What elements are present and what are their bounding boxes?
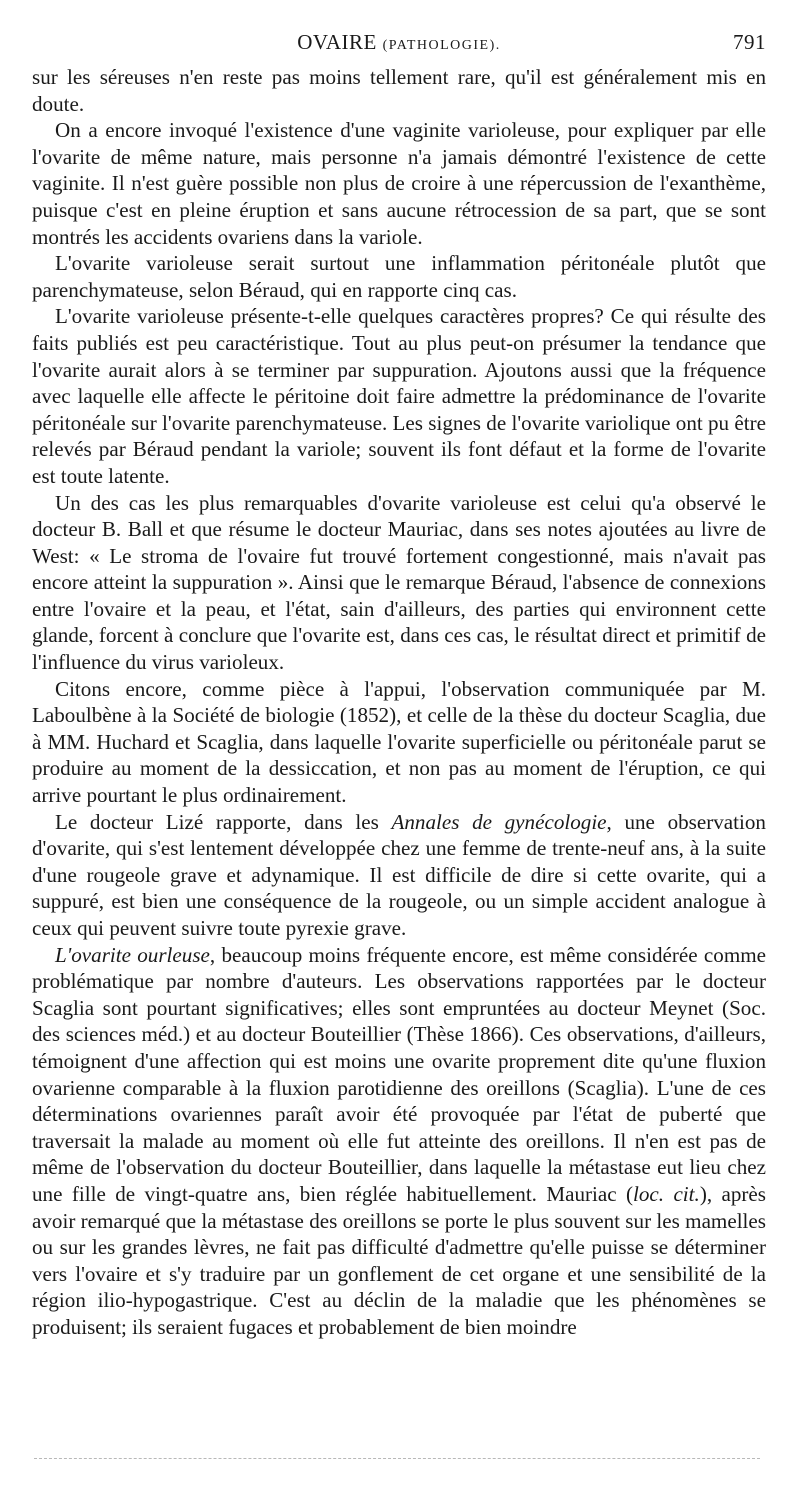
ovarite-ourleuse-term: L'ovarite ourleuse xyxy=(55,942,210,967)
loc-cit-reference: loc. cit. xyxy=(633,1181,700,1206)
running-title-sub: (PATHOLOGIE). xyxy=(382,38,501,53)
paragraph-7-rest: , une observation d'ovarite, qui s'est lentement développée chez une femme de trente-neuf ans, à la suite d'une rougeole grave et adynamique. Il est difficile de dire si cette ovarite, qui a suppuré, est bien une conséquence de la rougeole, ou un simple accident analogue à ceux qui peuvent suivre toute pyrexie grave. xyxy=(32,809,766,940)
running-title xyxy=(32,30,766,55)
paragraph-3: L'ovarite varioleuse serait surtout une inflammation péritonéale plutôt que parenchymateuse, selon Béraud, qui en rapporte cinq cas. xyxy=(32,251,766,302)
journal-title: Annales de gynécologie xyxy=(391,809,607,834)
paragraph-8-part-2: ), après avoir remarqué que la métastase des oreillons se porte le plus souvent sur les mamelles ou sur les grandes lèvres, ne fait pas difficulté d'admettre qu'elle puisse se déterminer vers l'ovaire et s'y traduire par un gonflement de cet organe et une sensibilité de la région ilio-hypogastrique. C'est au déclin de la maladie que les phénomènes se produisent; ils seraient fugaces et probablement de bien moindre xyxy=(32,1181,766,1339)
running-title-main: OVAIRE xyxy=(297,30,377,54)
paragraph-6: Citons encore, comme pièce à l'appui, l'observation communiquée par M. Laboulbène à la Société de biologie (1852), et celle de la thèse du docteur Scaglia, due à MM. Huchard et Scaglia, dans laquelle l'ovarite superficielle ou péritonéale parut se produire au moment de la dessiccation, et non pas au moment de l'éruption, ce qui arrive pourtant le plus ordinairement. xyxy=(32,676,766,808)
paragraph-5: Un des cas les plus remarquables d'ovarite varioleuse est celui qu'a observé le docteur B. Ball et que résume le docteur Mauriac, dans ses notes ajoutées au livre de West: « Le stroma de l'ovaire fut trouvé fortement congestionné, mais n'avait pas encore atteint la suppuration ». Ainsi que le remarque Béraud, l'absence de connexions entre l'ovaire et la peau, et l'état, sain d'ailleurs, des parties qui environnent cette glande, forcent à conclure que l'ovarite est, dans ces cas, le résultat direct et primitif de l'influence du virus varioleux. xyxy=(32,490,766,675)
running-header xyxy=(32,30,766,58)
page-number: 791 xyxy=(733,30,766,54)
paragraph-2: On a encore invoqué l'existence d'une vaginite varioleuse, pour expliquer par elle l'ovarite de même nature, mais personne n'a jamais démontré l'existence de cette vaginite. Il n'est guère possible non plus de croire à une répercussion de l'exanthème, puisque c'est en pleine éruption et sans aucune rétrocession de sa part, que se sont montrés les accidents ovariens dans la variole. xyxy=(32,118,766,249)
paragraph-7 xyxy=(32,809,766,942)
book-page xyxy=(32,30,766,1341)
paragraph-8-part-1: , beaucoup moins fréquente encore, est même considérée comme problématique par nombre d'auteurs. Les observations rapportées par le docteur Scaglia sont pourtant significatives; elles sont empruntées au docteur Meynet (Soc. des sciences méd.) et au docteur Bouteillier (Thèse 1866). Ces observations, d'ailleurs, témoignent d'une affection qui est moins une ovarite proprement dite qu'une fluxion ovarienne comparable à la fluxion parotidienne des oreillons (Scaglia). L'une de ces déterminations ovariennes paraît avoir été provoquée par l'état de puberté que traversait la malade au moment où elle fut atteinte des oreillons. Il n'en est pas de même de l'observation du docteur Bouteillier, dans laquelle la métastase eut lieu chez une fille de vingt-quatre ans, bien réglée habituellement. Mauriac ( xyxy=(32,942,766,1206)
paragraph-4: L'ovarite varioleuse présente-t-elle quelques caractères propres? Ce qui résulte des faits publiés est peu caractéristique. Tout au plus peut-on présumer la tendance que l'ovarite aurait alors à se terminer par suppuration. Ajoutons aussi que la fréquence avec laquelle elle affecte le péritoine doit faire admettre la prédominance de l'ovarite péritonéale sur l'ovarite parenchymateuse. Les signes de l'ovarite variolique ont pu être relevés par Béraud pendant la variole; souvent ils font défaut et la forme de l'ovarite est toute latente. xyxy=(32,304,766,488)
footer-dotted-rule xyxy=(34,1458,760,1459)
paragraph-8 xyxy=(32,942,766,1341)
paragraph-1: sur les séreuses n'en reste pas moins tellement rare, qu'il est généralement mis en doute. xyxy=(32,65,766,116)
body-text xyxy=(32,64,766,1341)
paragraph-7-start: Le docteur Lizé rapporte, dans les xyxy=(55,809,392,834)
